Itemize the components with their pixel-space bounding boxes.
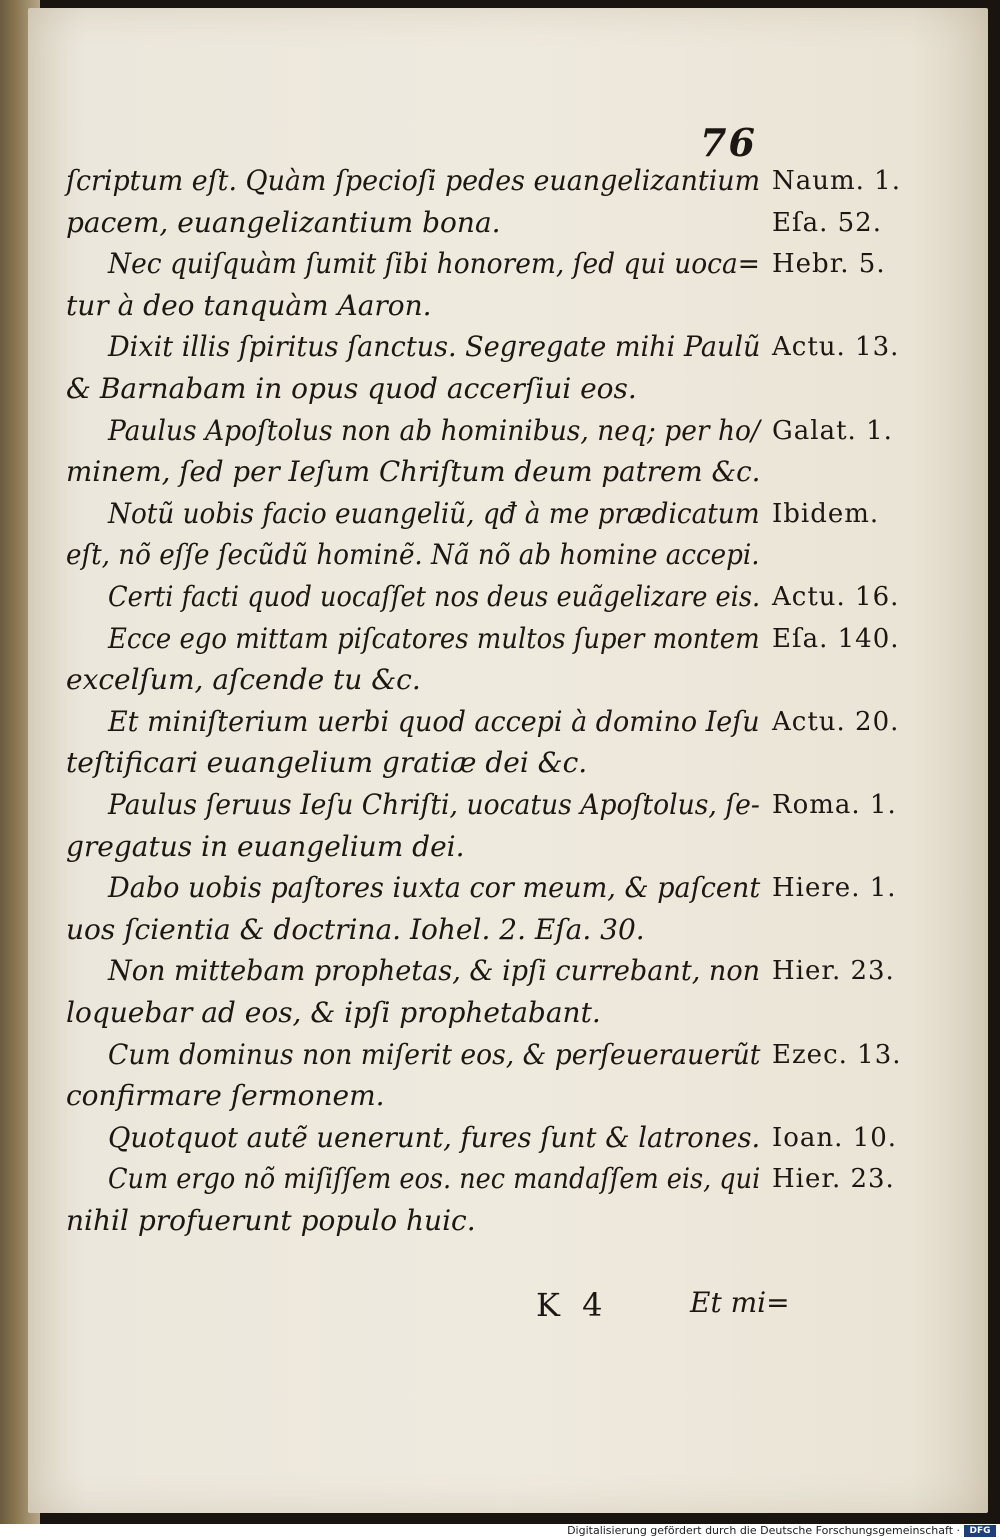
text-line [0,451,1000,493]
margin-reference: Hiere. 1. [772,873,897,904]
text-line [0,243,1000,285]
text-line [0,285,1000,327]
margin-reference: Actu. 16. [772,582,900,612]
line-text: teſtificari euangelium gratiæ dei &c. [66,746,588,780]
line-text: pacem, euangelizantium bona. [66,205,501,239]
margin-reference: Roma. 1. [772,790,897,820]
line-text: gregatus in euangelium dei. [66,829,465,863]
line-text: Paulus ſeruus Ieſu Chriſti, uocatus Apoſtolus, ſe- [108,788,760,821]
margin-reference: Hier. 23. [772,1164,895,1195]
line-text: Cum ergo nõ miſiſſem eos. nec mandaſſem eis, qui [108,1162,761,1196]
line-text: Et miniſterium uerbi quod accepi à domino Ieſu [108,704,760,738]
line-text: uos ſcientia & doctrina. Iohel. 2. Eſa. 30. [66,912,645,946]
margin-reference: Eſa. 140. [772,623,900,654]
line-text: Paulus Apoſtolus non ab hominibus, neq; per ho/ [108,413,760,447]
text-line [0,826,1000,868]
line-text: confirmare ſermonem. [66,1079,385,1113]
text-line [0,368,1000,410]
text-line [0,202,1000,244]
margin-reference: Naum. 1. [772,166,901,196]
line-text: Certi facti quod uocaſſet nos deus euãgelizare eis. [108,580,761,613]
folio-number: 76 [700,120,757,165]
line-text: tur à deo tanquàm Aaron. [66,288,432,322]
text-line [0,659,1000,701]
text-line [0,410,1000,452]
text-line [0,909,1000,951]
margin-reference: Ibidem. [772,498,880,529]
line-text: Dabo uobis paſtores iuxta cor meum, & paſcent [108,871,761,905]
line-text: minem, ſed per Ieſum Chriſtum deum patrem &c. [66,455,761,489]
margin-reference: Hebr. 5. [772,249,886,280]
margin-reference: Actu. 13. [772,332,900,363]
text-line [0,701,1000,743]
text-line [0,992,1000,1034]
text-line [0,784,1000,826]
line-text: Ecce ego mittam piſcatores multos ſuper montem [108,621,760,655]
text-line [0,950,1000,992]
signature-mark: K 4 [536,1286,603,1324]
text-line [0,1075,1000,1117]
margin-reference: Eſa. 52. [772,207,882,238]
text-line [0,1158,1000,1200]
line-text: Nec quiſquàm ſumit ſibi honorem, ſed qui uoca= [108,247,760,281]
text-line [0,576,1000,618]
line-text: eſt, nõ eſſe ſecũdũ hominẽ. Nã nõ ab homine accepi. [66,538,760,572]
footer-bar [0,1524,1000,1538]
margin-reference: Ezec. 13. [772,1039,902,1070]
margin-reference: Actu. 20. [772,706,900,737]
text-line [0,618,1000,660]
text-line [0,742,1000,784]
text-line [0,867,1000,909]
line-text: ſcriptum eſt. Quàm ſpecioſi pedes euangelizantium [66,164,761,197]
text-line [0,1034,1000,1076]
margin-reference: Hier. 23. [772,956,895,987]
line-text: & Barnabam in opus quod accerſiui eos. [66,372,637,405]
text-line [0,160,1000,202]
text-line [0,1200,1000,1242]
text-line [0,493,1000,535]
line-text: loquebar ad eos, & ipſi prophetabant. [66,996,601,1029]
line-text: Cum dominus non miſerit eos, & perſeuerauerũt [108,1037,761,1071]
margin-reference: Ioan. 10. [772,1122,898,1153]
footer-credit: Digitalisierung gefördert durch die Deutsche Forschungsgemeinschaft · [567,1524,960,1537]
line-text: Notũ uobis facio euangeliũ, qđ à me prædicatum [108,496,760,530]
line-text: excelſum, aſcende tu &c. [66,663,421,697]
line-text: Dixit illis ſpiritus ſanctus. Segregate mihi Paulũ [108,330,761,364]
text-line [0,326,1000,368]
dfg-logo: DFG [964,1525,996,1537]
catchword: Et mi= [690,1286,790,1319]
margin-reference: Galat. 1. [772,415,893,446]
text-line [0,534,1000,576]
line-text: nihil profuerunt populo huic. [66,1204,476,1237]
line-text: Quotquot autẽ uenerunt, fures ſunt & latrones. [108,1120,761,1154]
line-text: Non mittebam prophetas, & ipſi currebant, non [108,954,761,988]
text-line [0,1117,1000,1159]
